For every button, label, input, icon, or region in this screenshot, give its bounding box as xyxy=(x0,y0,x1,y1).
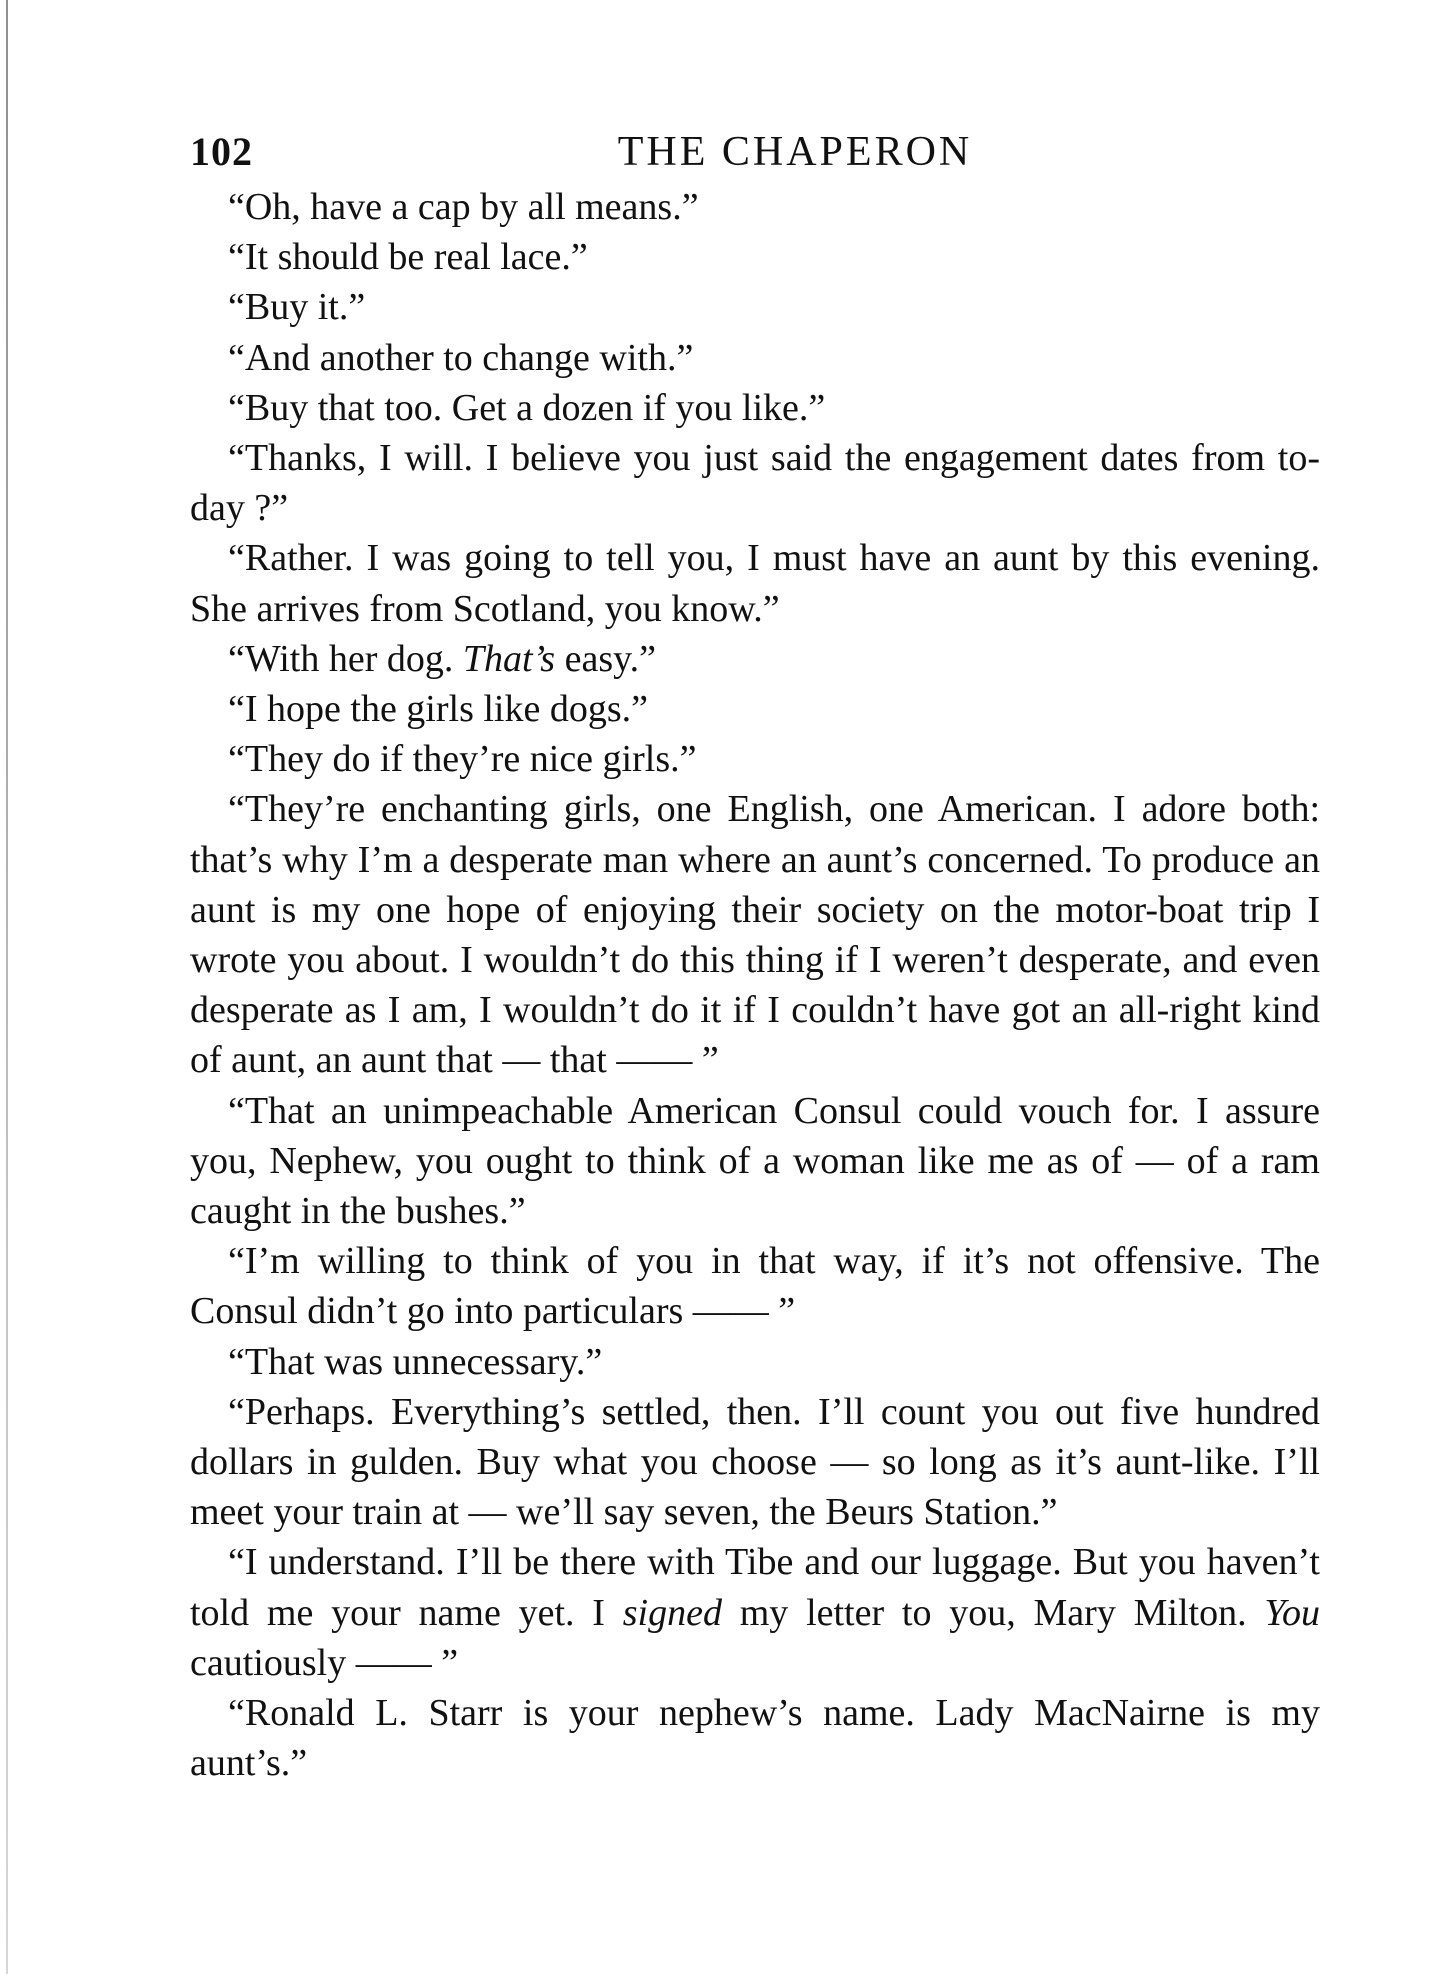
paragraph xyxy=(190,383,1320,433)
text-run: easy.” xyxy=(555,637,657,680)
text-run: “Oh, have a cap by all means.” xyxy=(228,186,699,228)
paragraph xyxy=(190,684,1320,734)
text-run: “I hope the girls like dogs.” xyxy=(228,688,649,731)
paragraph xyxy=(190,433,1320,533)
paragraph xyxy=(190,1236,1320,1336)
text-run: “That an unimpeachable American Consul could vouch for. I assure you, Nephew, you ought to think of a woman like me as of — of a ram caught in the bushes.” xyxy=(190,1089,1320,1233)
italic-text: That’s xyxy=(462,637,556,680)
text-run: “Rather. I was going to tell you, I must have an aunt by this evening. She arrives from Scotland, you know.” xyxy=(190,537,1320,630)
text-run: “They’re enchanting girls, one English, one American. I adore both: that’s why I’m a desperate man where an aunt’s concerned. To produce an aunt is my one hope of enjoying their society on the motor-boat trip I wrote you about. I wouldn’t do this thing if I weren’t desperate, and even desperate as I am, I wouldn’t do it if I couldn’t have got an all-right kind of aunt, an aunt that — that —— ” xyxy=(190,788,1320,1082)
paragraph xyxy=(190,1688,1320,1788)
paragraph xyxy=(190,533,1320,633)
book-page xyxy=(190,128,1320,1789)
paragraph xyxy=(190,282,1320,332)
running-title: THE CHAPERON xyxy=(617,129,973,175)
paragraph xyxy=(190,784,1320,1085)
text-run: “With her dog. xyxy=(228,637,463,680)
text-run: “That was unnecessary.” xyxy=(228,1340,603,1383)
text-run: “It should be real lace.” xyxy=(228,236,588,279)
text-run: cautiously —— ” xyxy=(190,1641,459,1684)
paragraph xyxy=(190,232,1320,282)
text-run: “I understand. I’ll be there with Tibe and our luggage. But you haven’t told me your name yet. I xyxy=(190,1541,1320,1634)
italic-text: signed xyxy=(622,1591,722,1634)
italic-text: You xyxy=(1264,1591,1320,1634)
text-run: “Buy it.” xyxy=(228,286,366,329)
body-text xyxy=(190,182,1320,1789)
page-number: 102 xyxy=(190,129,253,174)
text-run: “Perhaps. Everything’s settled, then. I’ll count you out five hundred dollars in gulden. Buy what you choose — so long as it’s aunt-like. I’ll meet your train at — we’ll say seven, the Beurs Station.” xyxy=(190,1390,1320,1534)
paragraph xyxy=(190,182,1320,232)
page-binding-edge xyxy=(6,0,8,1974)
paragraph xyxy=(190,1537,1320,1688)
page-header xyxy=(190,128,1320,188)
text-run: “Ronald L. Starr is your nephew’s name. Lady MacNairne is my aunt’s.” xyxy=(190,1692,1320,1785)
text-run: “Buy that too. Get a dozen if you like.” xyxy=(228,386,826,429)
paragraph xyxy=(190,634,1320,684)
paragraph xyxy=(190,1086,1320,1237)
text-run: “They do if they’re nice girls.” xyxy=(228,738,697,781)
text-run: my letter to you, Mary Milton. xyxy=(721,1591,1265,1634)
paragraph xyxy=(190,333,1320,383)
paragraph xyxy=(190,1337,1320,1387)
paragraph xyxy=(190,1387,1320,1538)
text-run: “I’m willing to think of you in that way, if it’s not offensive. The Consul didn’t go into particulars —— ” xyxy=(190,1240,1320,1333)
text-run: “And another to change with.” xyxy=(228,336,694,379)
paragraph xyxy=(190,734,1320,784)
text-run: “Thanks, I will. I believe you just said the engagement dates from to-day ?” xyxy=(190,437,1320,530)
